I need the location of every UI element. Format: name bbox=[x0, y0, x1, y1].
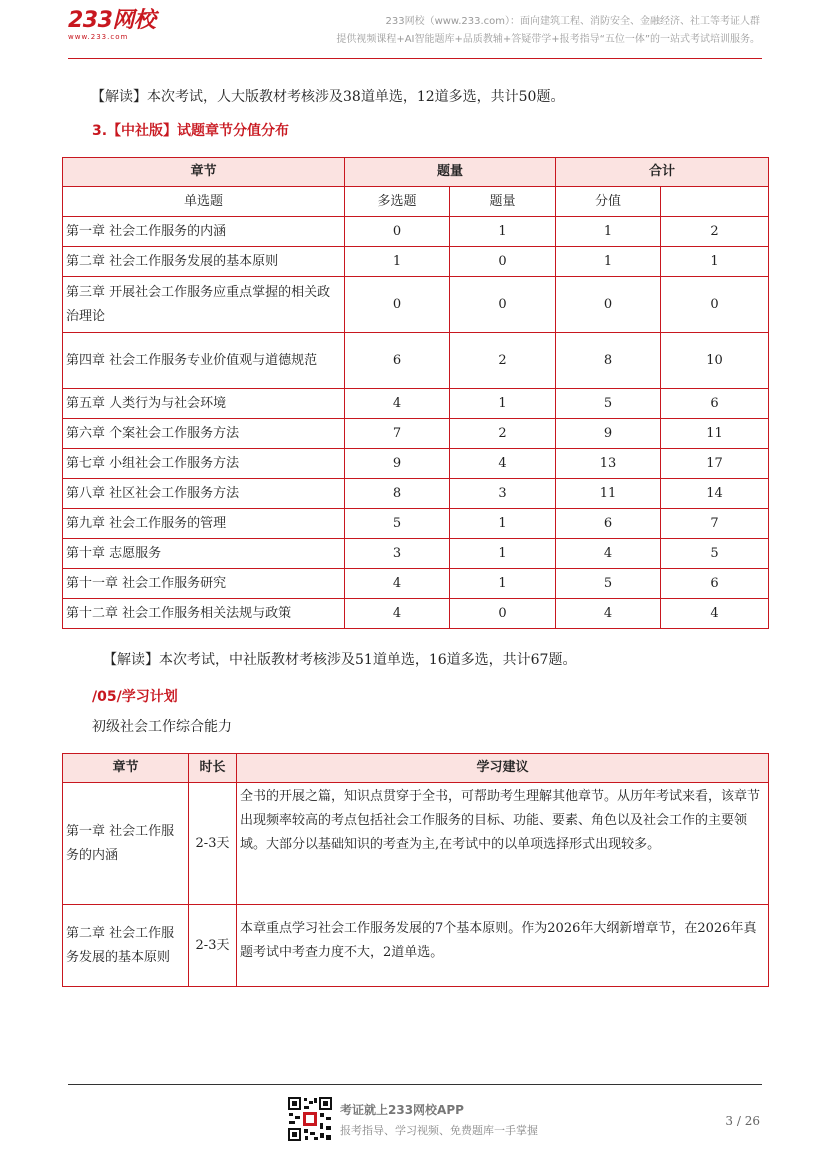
col-header-advice: 学习建议 bbox=[237, 754, 769, 783]
row-score: 4 bbox=[661, 599, 769, 629]
subheader-multi: 多选题 bbox=[345, 187, 450, 217]
footer-app-title: 考证就上233网校APP bbox=[340, 1103, 464, 1117]
row-count: 1 bbox=[556, 247, 661, 277]
row-multi: 0 bbox=[450, 247, 556, 277]
row-chapter: 第五章 人类行为与社会环境 bbox=[63, 389, 345, 419]
row-single: 4 bbox=[345, 599, 450, 629]
row-multi: 1 bbox=[450, 389, 556, 419]
row-single: 9 bbox=[345, 449, 450, 479]
table-header-row bbox=[63, 754, 769, 783]
col-header-count: 题量 bbox=[345, 158, 556, 187]
row-multi: 4 bbox=[450, 449, 556, 479]
row-count: 11 bbox=[556, 479, 661, 509]
section-3-title: 3.【中社版】试题章节分值分布 bbox=[92, 123, 290, 139]
row-score: 5 bbox=[661, 539, 769, 569]
row-multi: 1 bbox=[450, 539, 556, 569]
table-row bbox=[63, 217, 769, 247]
page-number: 3 / 26 bbox=[725, 1114, 760, 1128]
logo-wordmark: 233网校 bbox=[68, 8, 156, 33]
section-5-title: /05/学习计划 bbox=[92, 689, 178, 705]
row-chapter: 第一章 社会工作服务的内涵 bbox=[63, 217, 345, 247]
table-row bbox=[63, 509, 769, 539]
row-duration: 2-3天 bbox=[189, 905, 237, 987]
table-row bbox=[63, 247, 769, 277]
logo-url: www.233.com bbox=[68, 33, 129, 41]
row-single: 0 bbox=[345, 277, 450, 333]
table-row bbox=[63, 419, 769, 449]
row-score: 7 bbox=[661, 509, 769, 539]
row-count: 13 bbox=[556, 449, 661, 479]
row-single: 6 bbox=[345, 333, 450, 389]
subheader-single: 单选题 bbox=[63, 187, 345, 217]
section-5-subtitle: 初级社会工作综合能力 bbox=[92, 719, 232, 735]
row-chapter: 第三章 开展社会工作服务应重点掌握的相关政治理论 bbox=[63, 277, 345, 333]
header-divider bbox=[68, 58, 762, 59]
row-chapter: 第十章 志愿服务 bbox=[63, 539, 345, 569]
row-multi: 2 bbox=[450, 419, 556, 449]
col-header-duration: 时长 bbox=[189, 754, 237, 783]
table-row bbox=[63, 783, 769, 905]
row-count: 0 bbox=[556, 277, 661, 333]
page-header bbox=[0, 0, 830, 58]
row-multi: 3 bbox=[450, 479, 556, 509]
row-score: 14 bbox=[661, 479, 769, 509]
table-row bbox=[63, 479, 769, 509]
header-line-1: 233网校（www.233.com）：面向建筑工程、消防安全、金融经济、社工等考证人群 bbox=[385, 16, 760, 27]
intro-note: 【解读】本次考试，人大版教材考核涉及38道单选，12道多选，共计50题。 bbox=[91, 89, 565, 105]
row-chapter: 第六章 个案社会工作服务方法 bbox=[63, 419, 345, 449]
footer-divider bbox=[68, 1084, 762, 1085]
row-single: 7 bbox=[345, 419, 450, 449]
table-row bbox=[63, 449, 769, 479]
row-score: 2 bbox=[661, 217, 769, 247]
table-row bbox=[63, 905, 769, 987]
subheader-empty bbox=[661, 187, 769, 217]
subheader-count: 题量 bbox=[450, 187, 556, 217]
row-chapter: 第四章 社会工作服务专业价值观与道德规范 bbox=[63, 333, 345, 389]
qr-code-icon[interactable] bbox=[287, 1096, 333, 1142]
table-row bbox=[63, 569, 769, 599]
row-advice: 全书的开展之篇，知识点贯穿于全书，可帮助考生理解其他章节。从历年考试来看，该章节出现频率较高的考点包括社会工作服务的目标、功能、要素、角色以及社会工作的主要领域。大部分以基础知识的考查为主,在考试中的以单项选择形式出现较多。 bbox=[237, 783, 769, 905]
row-chapter: 第二章 社会工作服务发展的基本原则 bbox=[63, 905, 189, 987]
table-row bbox=[63, 277, 769, 333]
row-count: 9 bbox=[556, 419, 661, 449]
row-score: 1 bbox=[661, 247, 769, 277]
table-row bbox=[63, 599, 769, 629]
row-score: 6 bbox=[661, 569, 769, 599]
table-row bbox=[63, 333, 769, 389]
row-score: 10 bbox=[661, 333, 769, 389]
header-tagline bbox=[336, 13, 760, 49]
row-score: 11 bbox=[661, 419, 769, 449]
table1-note: 【解读】本次考试，中社版教材考核涉及51道单选，16道多选，共计67题。 bbox=[103, 652, 577, 668]
row-duration: 2-3天 bbox=[189, 783, 237, 905]
study-plan-table bbox=[62, 753, 769, 987]
row-single: 3 bbox=[345, 539, 450, 569]
footer-app-subtitle: 报考指导、学习视频、免费题库一手掌握 bbox=[340, 1124, 538, 1137]
row-multi: 1 bbox=[450, 569, 556, 599]
row-count: 1 bbox=[556, 217, 661, 247]
row-count: 8 bbox=[556, 333, 661, 389]
row-score: 17 bbox=[661, 449, 769, 479]
row-single: 5 bbox=[345, 509, 450, 539]
table-header-row bbox=[63, 158, 769, 187]
row-chapter: 第十二章 社会工作服务相关法规与政策 bbox=[63, 599, 345, 629]
row-single: 4 bbox=[345, 569, 450, 599]
row-multi: 0 bbox=[450, 277, 556, 333]
row-count: 5 bbox=[556, 389, 661, 419]
row-multi: 1 bbox=[450, 509, 556, 539]
row-single: 4 bbox=[345, 389, 450, 419]
col-header-total: 合计 bbox=[556, 158, 769, 187]
row-advice: 本章重点学习社会工作服务发展的7个基本原则。作为2026年大纲新增章节，在2026年真题考试中考查力度不大，2道单选。 bbox=[237, 905, 769, 987]
col-header-chapter: 章节 bbox=[63, 158, 345, 187]
row-count: 5 bbox=[556, 569, 661, 599]
row-single: 0 bbox=[345, 217, 450, 247]
table-row bbox=[63, 389, 769, 419]
row-chapter: 第二章 社会工作服务发展的基本原则 bbox=[63, 247, 345, 277]
brand-logo[interactable] bbox=[68, 10, 155, 41]
header-line-2: 提供视频课程+AI智能题库+品质教辅+答疑带学+报考指导“五位一体”的一站式考试培训服务。 bbox=[336, 34, 760, 45]
row-single: 8 bbox=[345, 479, 450, 509]
table-row bbox=[63, 539, 769, 569]
row-chapter: 第十一章 社会工作服务研究 bbox=[63, 569, 345, 599]
subheader-score: 分值 bbox=[556, 187, 661, 217]
table-subheader-row bbox=[63, 187, 769, 217]
row-score: 0 bbox=[661, 277, 769, 333]
row-count: 4 bbox=[556, 599, 661, 629]
row-chapter: 第七章 小组社会工作服务方法 bbox=[63, 449, 345, 479]
row-chapter: 第八章 社区社会工作服务方法 bbox=[63, 479, 345, 509]
row-single: 1 bbox=[345, 247, 450, 277]
row-chapter: 第九章 社会工作服务的管理 bbox=[63, 509, 345, 539]
row-count: 6 bbox=[556, 509, 661, 539]
row-multi: 1 bbox=[450, 217, 556, 247]
col-header-chapter: 章节 bbox=[63, 754, 189, 783]
row-multi: 0 bbox=[450, 599, 556, 629]
row-chapter: 第一章 社会工作服务的内涵 bbox=[63, 783, 189, 905]
row-count: 4 bbox=[556, 539, 661, 569]
chapter-score-table bbox=[62, 157, 769, 629]
row-score: 6 bbox=[661, 389, 769, 419]
row-multi: 2 bbox=[450, 333, 556, 389]
